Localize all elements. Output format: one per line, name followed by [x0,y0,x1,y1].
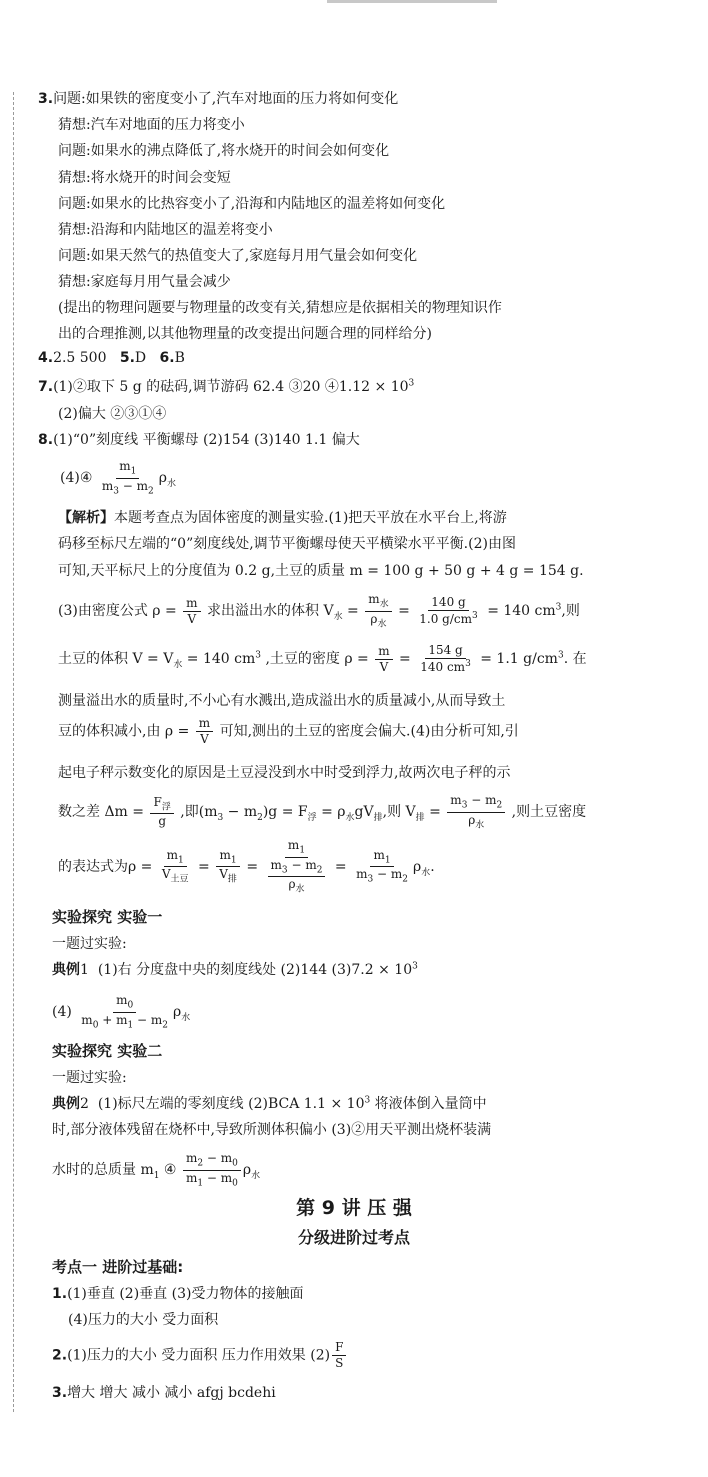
q7-line-2: (2)偏大 ②③①④ [58,406,167,422]
q5-number: 5. [119,350,135,366]
analysis-tag: 【解析】 [58,510,114,526]
exp2-title: 实验探究 实验二 [52,1042,163,1060]
q3-text-1: 问题:如果铁的密度变小了,汽车对地面的压力将如何变化 [53,91,399,107]
exp2-example-line-3: 水时的总质量 $m_1$ ④ $\frac{m_2 - m_0}{m_1 - m_0}$ $\rho_水$ [52,1151,261,1189]
top-edge-bar [327,0,497,3]
q4-6-line [38,350,185,366]
q8-text-1: (1)“0”刻度线 平衡螺母 (2)154 (3)140 1.1 偏大 [53,432,360,448]
analysis-line-10: 的表达式为ρ = $\frac{m_1}{V_{土豆}}$ = $\frac{m_1}{V_排}$ = $\frac{m_1}{\frac{m_3 - m_2}{\rho_水}}$ = $\frac{m_1}{m_3 - m_2}$ $\rho_水$. [58,838,435,895]
q7-text-1: (1)②取下 5 g 的砝码,调节游码 62.4 ③20 ④1.12 × 10 [53,379,409,395]
q3-line-5: 问题:如果水的比热容变小了,沿海和内陆地区的温差将如何变化 [58,196,446,212]
lecture-title: 第 9 讲 压 强 [296,1197,412,1219]
q7-exponent: 3 [408,378,415,389]
q7-number: 7. [38,379,54,395]
q5-answer: D [134,350,147,366]
q4-number: 4. [38,350,54,366]
q8-number: 8. [38,432,54,448]
q3-line-1 [38,88,398,108]
exp2-subtitle: 一题过实验: [52,1070,127,1086]
q3-line-2: 猜想:汽车对地面的压力将变小 [58,117,245,133]
analysis-line-1: 【解析】本题考查点为固体密度的测量实验.(1)把天平放在水平台上,将游 [58,510,507,526]
q8-rho: ρ [158,470,167,487]
kd1-q3-line: 3.增大 增大 减小 减小 afgj bcdehi [52,1385,276,1401]
q8-line-1 [38,429,360,449]
kd1-q1-line-2: (4)压力的大小 受力面积 [68,1312,219,1328]
analysis-line-9: 数之差 Δm = $\frac{F_浮}{g}$ ,即$(m_3 - m_2)g = F_浮 = \rho_水gV_排$,则 $V_排$ = $\frac{m_3 - m_2}{\rho_水}$ ,则土豆密度 [58,793,587,831]
q3-number: 3. [38,91,54,107]
exp1-example-line: 典例1 (1)右 分度盘中央的刻度线处 (2)144 $(3)7.2 \times 10^3$ [52,961,418,978]
analysis-line-4: (3)由密度公式 ρ = $\frac{m}{V}$ 求出溢出水的体积 $V_水$ = $\frac{m_水}{\rho_水}$ = $\frac{140 g}{1.0 g/cm^3}$ = 140 $cm^3$,则 [58,592,580,630]
exp2-example-line-1: 典例2 (1)标尺左端的零刻度线 (2)BCA $1.1 \times 10^3$ 将液体倒入量筒中 [52,1095,487,1112]
q3-line-6: 猜想:沿海和内陆地区的温差将变小 [58,222,273,238]
kd1-title: 考点一 进阶过基础: [52,1258,184,1276]
analysis-line-6: 测量溢出水的质量时,不小心有水溅出,造成溢出水的质量减小,从而导致土 [58,693,506,709]
q8-part4-label: (4)④ [60,470,93,487]
exp1-subtitle: 一题过实验: [52,936,127,952]
q3-line-8: 猜想:家庭每月用气量会减少 [58,274,231,290]
q3-line-3: 问题:如果水的沸点降低了,将水烧开的时间会如何变化 [58,143,390,159]
q8-fraction: $\frac{m_1}{m_3 - m_2}$ [101,459,154,497]
q8-line-2: (4)④ $\frac{m_1}{m_3 - m_2}$ $\rho_水$ [60,459,177,497]
exp2-example-line-2: 时,部分液体残留在烧杯中,导致所测体积偏小 (3)②用天平测出烧杯装满 [52,1122,492,1138]
analysis-line-7: 豆的体积减小,由 ρ = $\frac{m}{V}$ 可知,测出的土豆的密度会偏大.(4)由分析可知,引 [58,716,519,746]
exp1-title: 实验探究 实验一 [52,908,163,926]
q4-answer: 2.5 500 [53,350,107,366]
exp1-part4: (4) $\frac{m_0}{m_0 + m_1 - m_2}$ $\rho_水$ [52,993,191,1031]
q3-line-7: 问题:如果天然气的热值变大了,家庭每月用气量会如何变化 [58,248,418,264]
q6-number: 6. [159,350,175,366]
q6-answer: B [174,350,185,366]
analysis-line-2: 码移至标尺左端的“0”刻度线处,调节平衡螺母使天平横梁水平平衡.(2)由图 [58,536,516,552]
analysis-line-8: 起电子秤示数变化的原因是土豆浸没到水中时受到浮力,故两次电子秤的示 [58,765,511,781]
analysis-line-3: 可知,天平标尺上的分度值为 0.2 g,土豆的质量 m = 100 g + 50 g + 4 g = 154 g. [58,563,584,579]
kd1-q2-line: 2.(1)压力的大小 受力面积 压力作用效果 (2) $\frac{F}{S}$ [52,1340,348,1371]
kd1-q1-line-1: 1.(1)垂直 (2)垂直 (3)受力物体的接触面 [52,1286,304,1302]
analysis-line-5: 土豆的体积 $V = V_水 = 140$ $cm^3$ ,土豆的密度 ρ = $\frac{m}{V}$ = $\frac{154 g}{140 cm^3}$ = 1.1 $g/cm^3$. 在 [58,643,587,674]
q3-note-2: 出的合理推测,以其他物理量的改变提出问题合理的同样给分) [58,326,432,342]
q3-line-4: 猜想:将水烧开的时间会变短 [58,170,231,186]
lecture-subtitle: 分级进阶过考点 [297,1228,410,1247]
q3-note-1: (提出的物理问题要与物理量的改变有关,猜想应是依据相关的物理知识作 [58,300,502,316]
q7-line-1 [38,376,414,396]
